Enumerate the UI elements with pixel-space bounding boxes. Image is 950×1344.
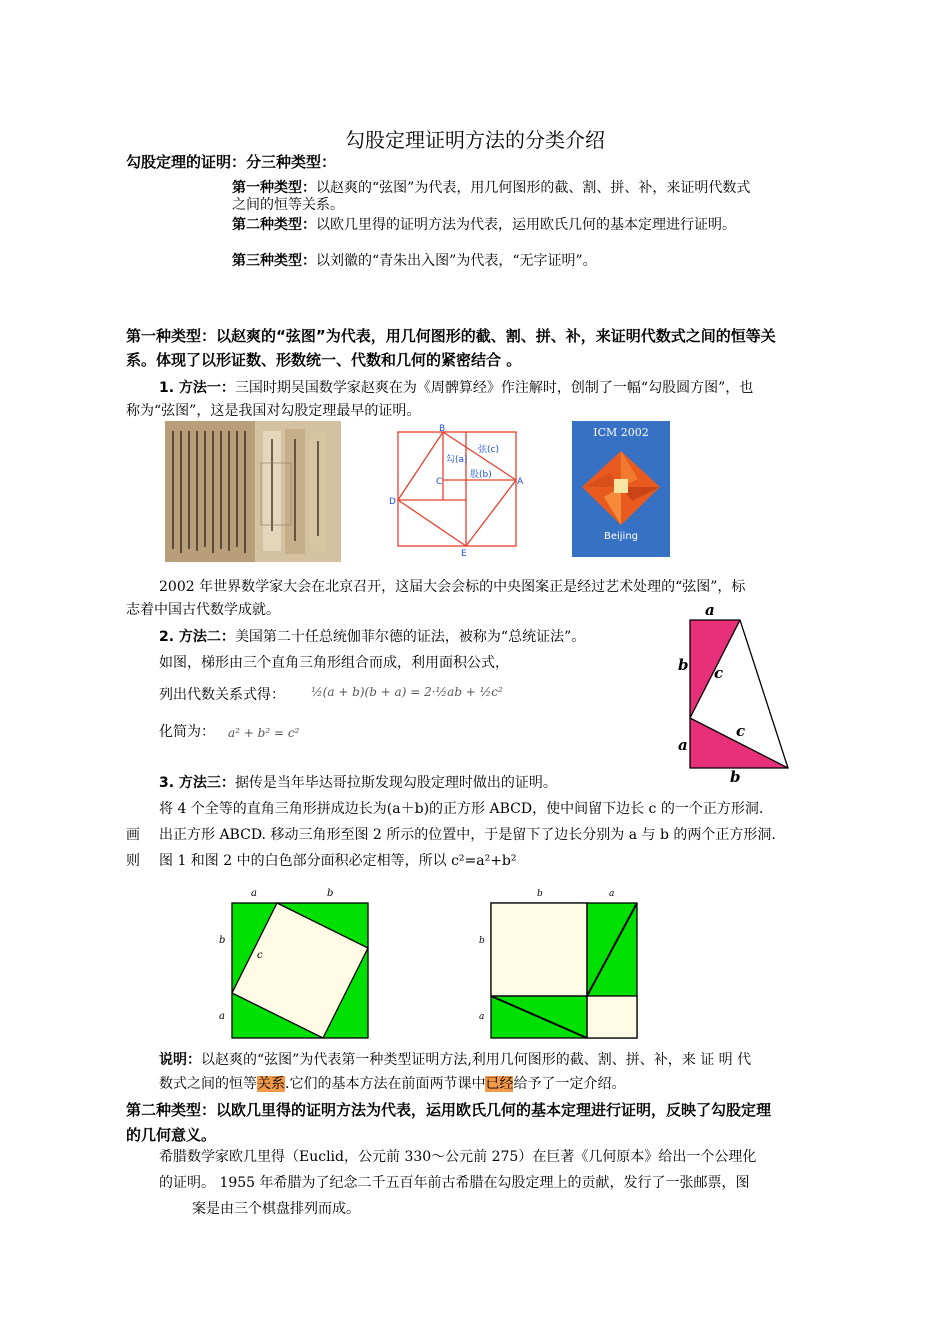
section2-heading-line2: 的几何意义。 xyxy=(126,1126,217,1144)
section1-heading xyxy=(126,324,866,372)
method3-margin-2: 则 xyxy=(126,853,140,869)
ancient-book-image xyxy=(165,421,341,562)
method1-line1: 三国时期吴国数学家赵爽在为《周髀算经》作注解时，创制了一幅“勾股圆方图”，也 xyxy=(234,380,754,396)
trap-label-a-left: a xyxy=(678,736,688,754)
note-line2-c: 给予了一定介绍。 xyxy=(513,1076,626,1092)
type-2-label: 第二种类型： xyxy=(232,217,316,233)
note-label: 说明： xyxy=(159,1052,201,1068)
type-1-label: 第一种类型： xyxy=(232,180,316,196)
section2-line3: 案是由三个棋盘排列而成。 xyxy=(192,1201,360,1217)
note-paragraph xyxy=(159,1048,869,1096)
type-3-text: 以刘徽的“青朱出入图”为代表，“无字证明”。 xyxy=(316,253,597,269)
type-1 xyxy=(232,180,852,214)
type-2 xyxy=(232,214,736,234)
fig2-label-a-left: a xyxy=(479,1012,485,1022)
icm-city: Beijing xyxy=(603,531,639,542)
formula-1: ½(a + b)(b + a) = 2·½ab + ½c² xyxy=(311,685,503,699)
section1-heading-line1: 第一种类型：以赵爽的“弦图”为代表，用几何图形的截、割、拼、补，来证明代数式之间的恒等关 xyxy=(126,327,776,345)
trap-label-b-bottom: b xyxy=(730,768,741,786)
method2-text: 美国第二十任总统伽菲尔德的证法，被称为“总统证法”。 xyxy=(234,629,586,645)
method1-label: 1. 方法一： xyxy=(159,380,235,396)
trap-label-c-upper: c xyxy=(714,664,724,682)
xian-tu-diagram xyxy=(388,422,528,557)
figure-1-diagram xyxy=(215,885,385,1045)
fig1-label-a-top: a xyxy=(251,888,257,899)
section2-heading-line1: 第二种类型：以欧几里得的证明方法为代表，运用欧氏几何的基本定理进行证明，反映了勾股定理 xyxy=(126,1101,772,1119)
method3-margin-1: 画 xyxy=(126,827,140,843)
trap-label-c-lower: c xyxy=(736,722,746,740)
method2-line3: 列出代数关系式得： xyxy=(159,687,285,703)
type-2-text: 以欧几里得的证明方法为代表，运用欧氏几何的基本定理进行证明。 xyxy=(316,217,736,233)
method3-line3: 出正方形 ABCD. 移动三角形至图 2 所示的位置中，于是留下了边长分别为 a 与 b 的两个正方形洞. xyxy=(159,827,776,843)
method2-title xyxy=(159,626,585,646)
method1-paragraph xyxy=(126,377,866,423)
figure-2-diagram xyxy=(475,885,645,1045)
method3-text: 据传是当年毕达哥拉斯发现勾股定理时做出的证明。 xyxy=(234,775,557,791)
type-1-text-2: 之间的恒等关系。 xyxy=(232,197,344,213)
note-line2-a: 数式之间的恒等 xyxy=(159,1076,257,1092)
fig2-label-b-top: b xyxy=(537,889,543,899)
method3-title xyxy=(159,772,557,792)
type-3-label: 第三种类型： xyxy=(232,253,316,269)
method2-line2: 如图，梯形由三个直角三角形组合而成，利用面积公式， xyxy=(159,655,509,671)
fig1-label-c: c xyxy=(257,950,263,961)
diagram-label-B: B xyxy=(439,424,446,434)
diagram-label-gou: 勾(a) xyxy=(446,455,468,465)
diagram-label-A: A xyxy=(517,477,524,487)
method1-line2: 称为“弦图”，这是我国对勾股定理最早的证明。 xyxy=(126,403,421,419)
method3-label: 3. 方法三： xyxy=(159,775,235,791)
icm-caption-line2: 志着中国古代数学成就。 xyxy=(126,602,280,618)
fig1-label-a-left: a xyxy=(219,1011,225,1022)
diagram-label-xian: 弦(c) xyxy=(478,445,499,455)
note-line2-b: .它们的基本方法在前面两节课中 xyxy=(285,1076,486,1092)
fig1-label-b-top: b xyxy=(327,888,334,899)
icm-caption-line1: 2002 年世界数学家大会在北京召开，这届大会会标的中央图案正是经过艺术处理的“弦图”，标 xyxy=(159,579,746,595)
type-1-text: 以赵爽的“弦图”为代表，用几何图形的截、割、拼、补，来证明代数式 xyxy=(316,180,751,196)
fig1-label-b-left: b xyxy=(219,935,226,946)
note-line1: 以赵爽的“弦图”为代表第一种类型证明方法,利用几何图形的截、割、拼、补，来 证 明 代 xyxy=(201,1052,752,1068)
note-highlight-2: 已经 xyxy=(485,1076,514,1092)
fig2-label-a-top: a xyxy=(609,889,615,899)
icm-2002-emblem xyxy=(572,421,670,557)
section2-line2: 的证明。 1955 年希腊为了纪念二千五百年前古希腊在勾股定理上的贡献，发行了一张邮票，图 xyxy=(159,1175,750,1191)
section2-heading xyxy=(126,1098,866,1148)
president-trapezoid-diagram xyxy=(670,600,800,790)
method2-line4: 化简为： xyxy=(159,724,215,740)
diagram-label-D: D xyxy=(389,497,396,507)
subtitle: 勾股定理的证明：分三种类型： xyxy=(126,153,337,171)
note-highlight-1: 关系 xyxy=(257,1076,285,1092)
fig2-label-b-left: b xyxy=(479,936,485,946)
method3-line2: 将 4 个全等的直角三角形拼成边长为(a＋b)的正方形 ABCD，使中间留下边长 c 的一个正方形洞. xyxy=(159,801,764,817)
diagram-label-E: E xyxy=(461,549,467,557)
diagram-label-C: C xyxy=(436,477,443,487)
method3-line4: 图 1 和图 2 中的白色部分面积必定相等，所以 c²=a²+b² xyxy=(159,853,517,869)
trap-label-a-top: a xyxy=(705,601,715,619)
section2-line1: 希腊数学家欧几里得（Euclid，公元前 330～公元前 275）在巨著《几何原本》给出一个公理化 xyxy=(159,1149,757,1165)
diagram-label-gu: 股(b) xyxy=(470,470,492,480)
type-3 xyxy=(232,250,597,270)
icm-title: ICM 2002 xyxy=(593,426,649,439)
method2-label: 2. 方法二： xyxy=(159,629,235,645)
trap-label-b-left: b xyxy=(678,656,689,674)
page-title: 勾股定理证明方法的分类介绍 xyxy=(345,128,605,152)
section1-heading-line2: 系。体现了以形证数、形数统一、代数和几何的紧密结合 。 xyxy=(126,351,522,369)
formula-2: a² + b² = c² xyxy=(228,726,300,740)
